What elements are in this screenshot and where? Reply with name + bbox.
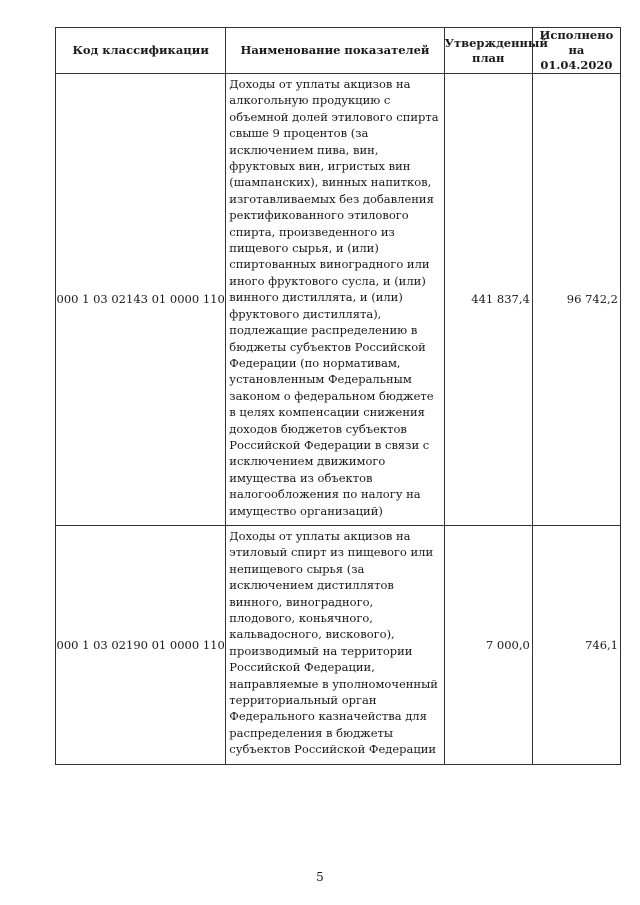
budget-revenue-table bbox=[55, 27, 621, 765]
approved-plan-cell: 441 837,4 bbox=[444, 74, 532, 526]
executed-cell: 746,1 bbox=[532, 525, 620, 764]
page-number: 5 bbox=[316, 870, 324, 884]
header-classification-code: Код классификации bbox=[56, 28, 226, 74]
header-indicator-name: Наименование показателей bbox=[226, 28, 444, 74]
table-header-row bbox=[56, 28, 621, 74]
table-row bbox=[56, 74, 621, 526]
header-executed: Исполнено на 01.04.2020 bbox=[532, 28, 620, 74]
executed-cell: 96 742,2 bbox=[532, 74, 620, 526]
indicator-name-cell: Доходы от уплаты акцизов на этиловый спирт из пищевого или непищевого сырья (за исключением дистиллятов винного, виноградного, плодового, коньячного, кальвадосного, вискового), производимый на территории Российской Федерации, направляемые в уполномоченный территориальный орган Федерального казначейства для распределения в бюджеты субъектов Российской Федерации bbox=[226, 525, 444, 764]
classification-code-cell: 000 1 03 02190 01 0000 110 bbox=[56, 525, 226, 764]
header-approved-plan: Утвержденный план bbox=[444, 28, 532, 74]
approved-plan-cell: 7 000,0 bbox=[444, 525, 532, 764]
classification-code-cell: 000 1 03 02143 01 0000 110 bbox=[56, 74, 226, 526]
table-row bbox=[56, 525, 621, 764]
indicator-name-cell: Доходы от уплаты акцизов на алкогольную продукцию с объемной долей этилового спирта свыше 9 процентов (за исключением пива, вин, фруктовых вин, игристых вин (шампанских), винных напитков, изготавливаемых без добавления ректификованного этилового спирта, произведенного из пищевого сырья, и (или) спиртованных виноградного или иного фруктового сусла, и (или) винного дистиллята, и (или) фруктового дистиллята), подлежащие распределению в бюджеты субъектов Российской Федерации (по нормативам, установленным Федеральным законом о федеральном бюджете в целях компенсации снижения доходов бюджетов субъектов Российской Федерации в связи с исключением движимого имущества из объектов налогообложения по налогу на имущество организаций) bbox=[226, 74, 444, 526]
